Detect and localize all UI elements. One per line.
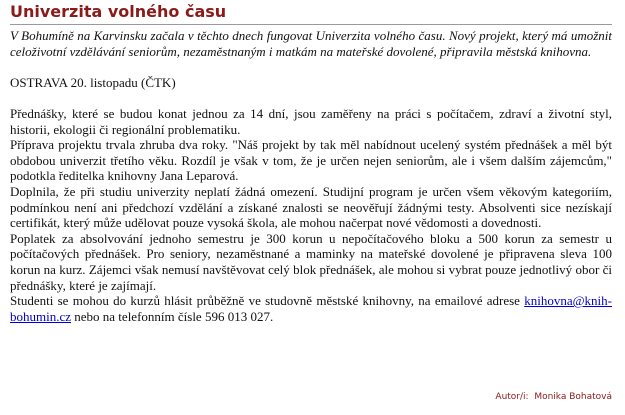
author-label: Autor/i: [495, 392, 529, 402]
title-divider [10, 24, 612, 25]
paragraph: Přednášky, které se budou konat jednou za 14 dní, jsou zaměřeny na práci s počítačem, zdraví a životní styl, historii, ekologii či regionální problematiku. [10, 106, 612, 137]
contact-text-after: nebo na telefonním čísle 596 013 027. [71, 308, 274, 324]
contact-text-before: Studenti se mohou do kurzů hlásit průběžně ve studovně městské knihovny, na emailové adrese [10, 293, 525, 309]
author-name: Monika Bohatová [534, 392, 612, 402]
article-title: Univerzita volného času [10, 2, 227, 21]
email-link[interactable]: knihovna@knih-bohumin.cz [10, 293, 612, 324]
dateline: OSTRAVA 20. listopadu (ČTK) [10, 75, 176, 90]
author-credit [495, 392, 612, 402]
paragraph: Příprava projektu trvala zhruba dva roky. "Náš projekt by tak měl nabídnout ucelený systém přednášek a měl být obdobou univerzit třetího věku. Rozdíl je však v tom, že je určen nejen seniorům, ale i všem dalším zájemcům," podotkla ředitelka knihovny Jana Leparová. [10, 137, 612, 184]
article-lead: V Bohumíně na Karvinsku začala v těchto dnech fungovat Univerzita volného času. Nový projekt, který má umožnit celoživotní vzdělávání seniorům, nezaměstnaným i matkám na mateřské dovolené, připravila městská knihovna. [10, 28, 612, 59]
contact-paragraph [10, 293, 612, 324]
paragraph: Doplnila, že při studiu univerzity neplatí žádná omezení. Studijní program je určen všem věkovým kategoriím, podmínkou není ani předchozí vzdělání a získané znalosti se neověřují žádnými testy. Absolventi sice nezískají certifikát, který může udělovat pouze vysoká škola, ale mohou načerpat nové vědomosti a dovednosti. [10, 183, 612, 231]
article-body [10, 106, 612, 324]
paragraph: Poplatek za absolvování jednoho semestru je 300 korun u nepočítačového bloku a 500 korun za semestr u počítačových přednášek. Pro seniory, nezaměstnané a maminky na mateřské dovolené je připravena sleva 100 korun na kurz. Zájemci však nemusí navštěvovat celý blok přednášek, ale mohou si vybrat pouze jednotlivý obor či přednášky, které je zajímají. [10, 230, 612, 293]
